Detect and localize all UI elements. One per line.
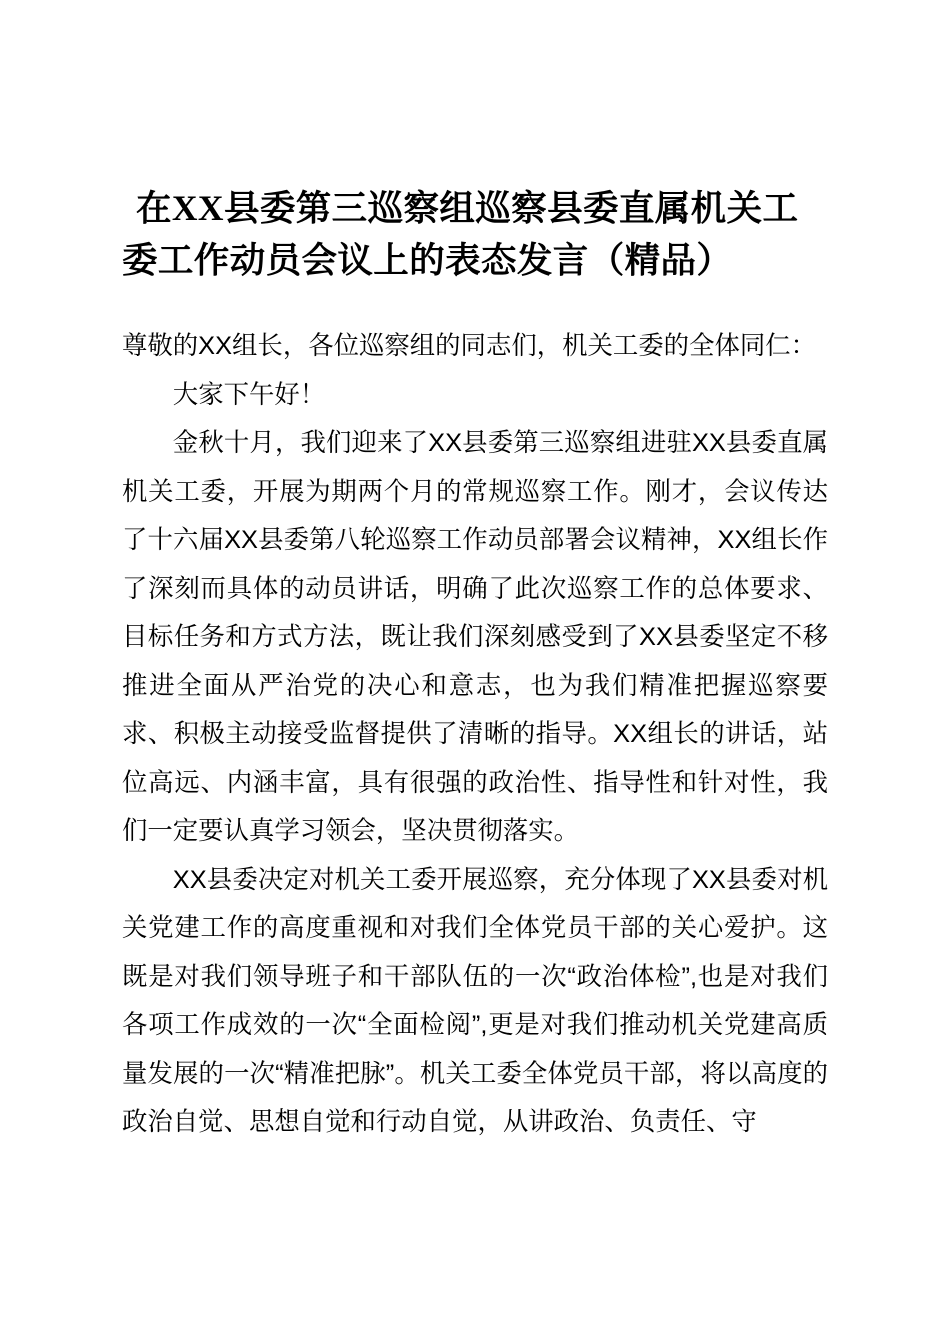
greeting-line: 大家下午好！ — [172, 380, 326, 409]
salutation-line: 尊敬的XX组长，各位巡察组的同志们，机关工委的全体同仁： — [122, 332, 817, 360]
document-title: 在XX县委第三巡察组巡察县委直属机关工委工作动员会议上的表态发言（精品） — [122, 188, 799, 280]
document-body — [122, 286, 828, 1147]
body-paragraph-2: XX县委决定对机关工委开展巡察，充分体现了XX县委对机关党建工作的高度重视和对我们全体党员干部的关心爱护。这既是对我们领导班子和干部队伍的一次“政治体检”,也是对我们各项工作成效的一次“全面检阅”,更是对我们推动机关党建高质量发展的一次“精准把脉”。机关工委全体党员干部，将以高度的政治自觉、思想自觉和行动自觉，从讲政治、负责任、守 — [122, 865, 828, 1136]
document-content — [122, 0, 828, 1147]
body-paragraph-1: 金秋十月，我们迎来了XX县委第三巡察组进驻XX县委直属机关工委，开展为期两个月的常规巡察工作。刚才，会议传达了十六届XX县委第八轮巡察工作动员部署会议精神，XX组长作了深刻而具体的动员讲话，明确了此次巡察工作的总体要求、目标任务和方式方法，既让我们深刻感受到了XX县委坚定不移推进全面从严治党的决心和意志，也为我们精准把握巡察要求、积极主动接受监督提供了清晰的指导。XX组长的讲话，站位高远、内涵丰富，具有很强的政治性、指导性和针对性，我们一定要认真学习领会，坚决贯彻落实。 — [122, 429, 828, 845]
